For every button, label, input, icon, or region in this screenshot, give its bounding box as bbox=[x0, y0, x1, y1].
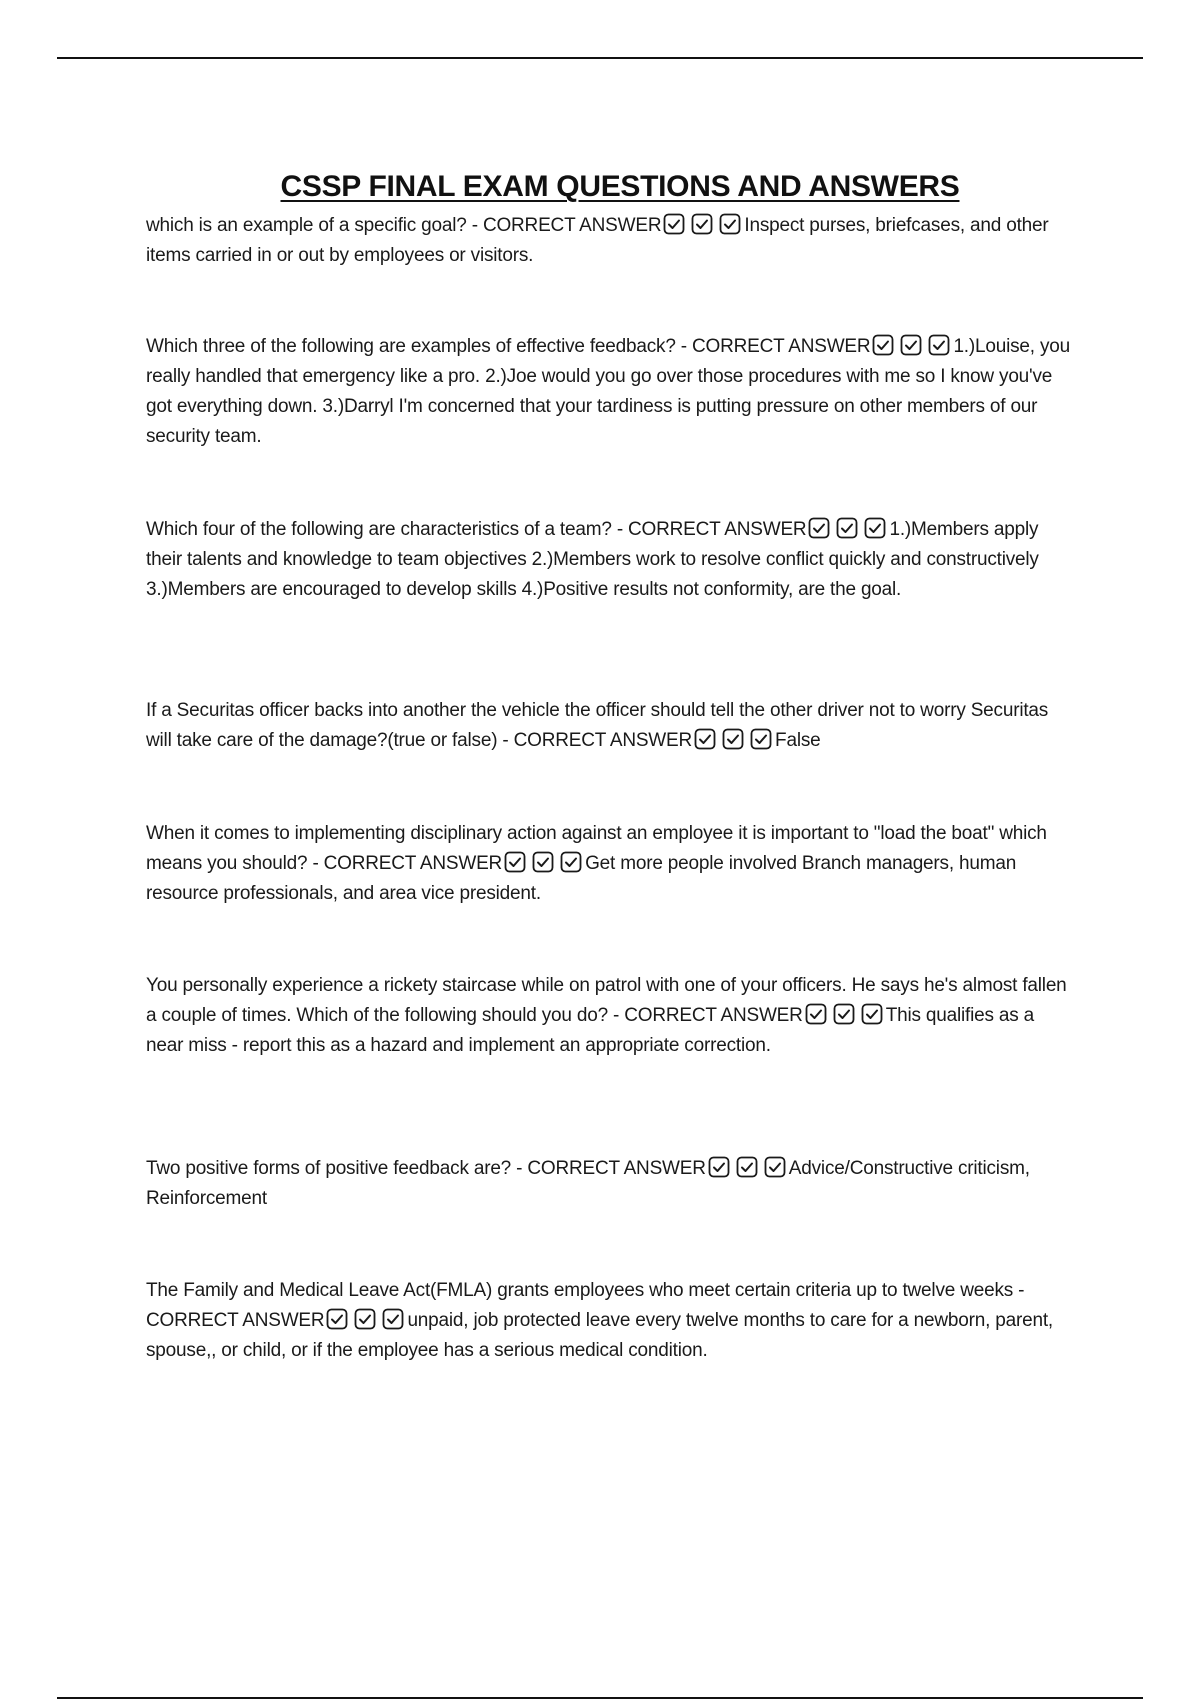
checked-box-icon bbox=[864, 517, 886, 539]
qa-item-1 bbox=[146, 211, 1076, 271]
checked-box-icon bbox=[663, 213, 685, 235]
top-rule bbox=[57, 57, 1143, 59]
check-group bbox=[872, 334, 950, 356]
checked-box-icon bbox=[736, 1156, 758, 1178]
checked-box-icon bbox=[928, 334, 950, 356]
answer-text: Get more people involved Branch managers, human resource professionals, and area vice president. bbox=[146, 853, 1017, 904]
answer-label: - CORRECT ANSWER bbox=[307, 853, 503, 874]
checked-box-icon bbox=[694, 728, 716, 750]
checked-box-icon bbox=[750, 728, 772, 750]
checked-box-icon bbox=[808, 517, 830, 539]
qa-item-7 bbox=[146, 1154, 1076, 1214]
answer-text: False bbox=[775, 730, 821, 751]
answer-text: Advice/Constructive criticism, Reinforcement bbox=[146, 1158, 1030, 1209]
qa-item-4 bbox=[146, 696, 1076, 756]
checked-box-icon bbox=[861, 1003, 883, 1025]
answer-label: - CORRECT ANSWER bbox=[611, 519, 807, 540]
check-group bbox=[326, 1308, 404, 1330]
answer-label: - CORRECT ANSWER bbox=[146, 1280, 1025, 1331]
checked-box-icon bbox=[504, 851, 526, 873]
question-text: Two positive forms of positive feedback are? bbox=[146, 1158, 512, 1179]
question-text: You personally experience a rickety staircase while on patrol with one of your officers. He says he's almost fallen a couple of times. Which of the following should you do? bbox=[146, 975, 1067, 1026]
answer-text: unpaid, job protected leave every twelve months to care for a newborn, parent, spouse,, or child, or if the employee has a serious medical condition. bbox=[146, 1310, 1053, 1361]
answer-label: - CORRECT ANSWER bbox=[675, 336, 871, 357]
answer-label: - CORRECT ANSWER bbox=[511, 1158, 706, 1179]
qa-item-6 bbox=[146, 971, 1076, 1061]
checked-box-icon bbox=[354, 1308, 376, 1330]
checked-box-icon bbox=[691, 213, 713, 235]
question-text: If a Securitas officer backs into another the vehicle the officer should tell the other driver not to worry Securitas will take care of the damage?(true or false) bbox=[146, 700, 1049, 751]
qa-item-8 bbox=[146, 1276, 1076, 1366]
bottom-rule bbox=[57, 1697, 1143, 1699]
checked-box-icon bbox=[833, 1003, 855, 1025]
check-group bbox=[694, 728, 772, 750]
check-group bbox=[805, 1003, 883, 1025]
checked-box-icon bbox=[532, 851, 554, 873]
checked-box-icon bbox=[708, 1156, 730, 1178]
answer-text: This qualifies as a near miss - report this as a hazard and implement an appropriate correction. bbox=[146, 1005, 1034, 1056]
check-group bbox=[504, 851, 582, 873]
check-group bbox=[663, 213, 741, 235]
question-text: The Family and Medical Leave Act(FMLA) grants employees who meet certain criteria up to twelve weeks bbox=[146, 1280, 1014, 1301]
checked-box-icon bbox=[722, 728, 744, 750]
question-text: Which four of the following are characteristics of a team? bbox=[146, 519, 612, 540]
checked-box-icon bbox=[326, 1308, 348, 1330]
qa-item-3 bbox=[146, 515, 1076, 605]
checked-box-icon bbox=[900, 334, 922, 356]
checked-box-icon bbox=[836, 517, 858, 539]
checked-box-icon bbox=[560, 851, 582, 873]
qa-item-5 bbox=[146, 819, 1076, 909]
qa-item-2 bbox=[146, 332, 1076, 452]
question-text: Which three of the following are examples of effective feedback? bbox=[146, 336, 676, 357]
document-title: CSSP FINAL EXAM QUESTIONS AND ANSWERS bbox=[280, 170, 960, 204]
answer-label: - CORRECT ANSWER bbox=[466, 215, 662, 236]
answer-text: Inspect purses, briefcases, and other items carried in or out by employees or visitors. bbox=[146, 215, 1049, 266]
check-group bbox=[808, 517, 886, 539]
answer-label: - CORRECT ANSWER bbox=[497, 730, 693, 751]
checked-box-icon bbox=[764, 1156, 786, 1178]
checked-box-icon bbox=[872, 334, 894, 356]
question-text: When it comes to implementing disciplinary action against an employee it is important to "load the boat" which means you should? bbox=[146, 823, 1047, 874]
answer-label: - CORRECT ANSWER bbox=[607, 1005, 803, 1026]
question-text: which is an example of a specific goal? bbox=[146, 215, 467, 236]
checked-box-icon bbox=[805, 1003, 827, 1025]
checked-box-icon bbox=[719, 213, 741, 235]
checked-box-icon bbox=[382, 1308, 404, 1330]
answer-text: 1.)Members apply their talents and knowledge to team objectives 2.)Members work to resolve conflict quickly and constructively 3.)Members are encouraged to develop skills 4.)Positive results not conformity, are the goal. bbox=[146, 519, 1039, 600]
answer-text: 1.)Louise, you really handled that emergency like a pro. 2.)Joe would you go over those procedures with me so I know you've got everything down. 3.)Darryl I'm concerned that your tardiness is putting pressure on other members of our security team. bbox=[146, 336, 1070, 447]
check-group bbox=[708, 1156, 786, 1178]
